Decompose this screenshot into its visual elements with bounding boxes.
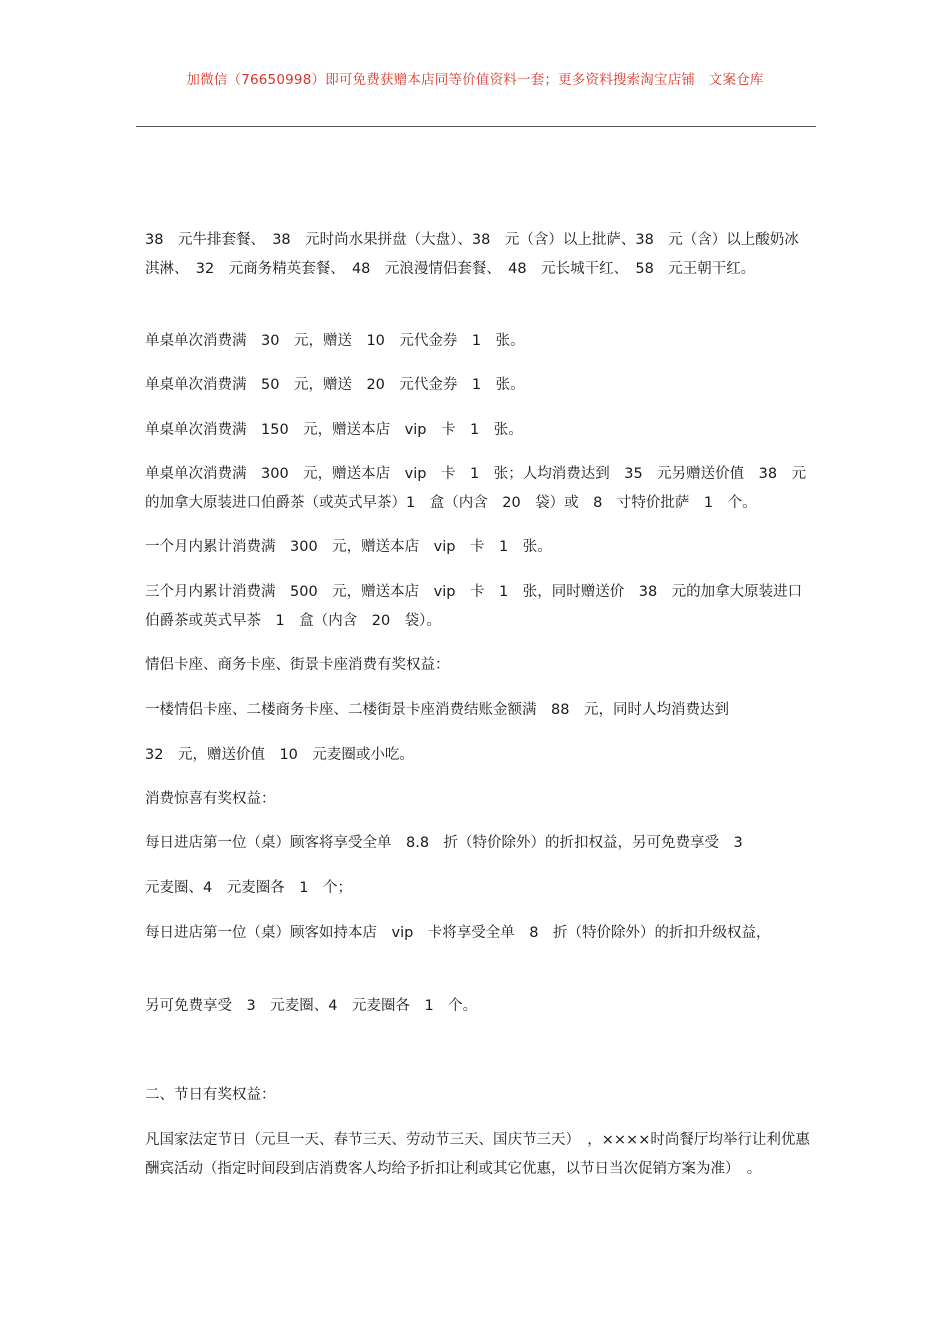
paragraph-vip-first-guest: 每日进店第一位（桌）顾客如持本店 vip 卡将享受全单 8 折（特价除外）的折扣升级权益， bbox=[145, 925, 771, 941]
paragraph-spend-30: 单桌单次消费满 30 元，赠送 10 元代金券 1 张。 bbox=[145, 333, 525, 349]
section-heading-holiday: 二、节日有奖权益： bbox=[145, 1087, 276, 1103]
paragraph-first-guest-line1: 每日进店第一位（桌）顾客将享受全单 8.8 折（特价除外）的折扣权益，另可免费享受 3 bbox=[145, 835, 743, 851]
paragraph-spend-150: 单桌单次消费满 150 元，赠送本店 vip 卡 1 张。 bbox=[145, 422, 523, 438]
paragraph-holiday-promo: 凡国家法定节日（元旦一天、春节三天、劳动节三天、国庆节三天） ，××××时尚餐厅均举行让利优惠酬宾活动（指定时间段到店消费客人均给予折扣让利或其它优惠，以节日当次促销方案为准） 。 bbox=[145, 1132, 810, 1177]
paragraph-surprise-heading: 消费惊喜有奖权益： bbox=[145, 791, 276, 807]
paragraph-monthly-300: 一个月内累计消费满 300 元，赠送本店 vip 卡 1 张。 bbox=[145, 539, 552, 555]
header-note: 加微信（76650998）即可免费获赠本店同等价值资料一套；更多资料搜索淘宝店铺 文案仓库 bbox=[186, 72, 764, 88]
paragraph-booth-heading: 情侣卡座、商务卡座、街景卡座消费有奖权益： bbox=[145, 657, 450, 673]
paragraph-quarterly-500: 三个月内累计消费满 500 元，赠送本店 vip 卡 1 张，同时赠送价 38 元的加拿大原装进口伯爵茶或英式早茶 1 盒（内含 20 袋）。 bbox=[145, 584, 803, 629]
paragraph-spend-300: 单桌单次消费满 300 元，赠送本店 vip 卡 1 张；人均消费达到 35 元另赠送价值 38 元的加拿大原装进口伯爵茶（或英式早茶）1 盒（内含 20 袋）或 8 寸特价批萨 1 个。 bbox=[145, 466, 807, 511]
paragraph-booth-line2: 32 元，赠送价值 10 元麦圈或小吃。 bbox=[145, 747, 414, 763]
paragraph-first-guest-line2: 元麦圈、4 元麦圈各 1 个； bbox=[145, 880, 352, 896]
paragraph-menu-items: 38 元牛排套餐、 38 元时尚水果拼盘（大盘）、38 元（含）以上批萨、38 元（含）以上酸奶冰淇淋、 32 元商务精英套餐、 48 元浪漫情侣套餐、 48 元长城干红、 58 元王朝干红。 bbox=[145, 232, 799, 277]
paragraph-booth-line1: 一楼情侣卡座、二楼商务卡座、二楼街景卡座消费结账金额满 88 元，同时人均消费达到 bbox=[145, 702, 729, 718]
paragraph-spend-50: 单桌单次消费满 50 元，赠送 20 元代金券 1 张。 bbox=[145, 377, 525, 393]
header-divider bbox=[136, 126, 816, 127]
paragraph-vip-extra: 另可免费享受 3 元麦圈、4 元麦圈各 1 个。 bbox=[145, 998, 478, 1014]
